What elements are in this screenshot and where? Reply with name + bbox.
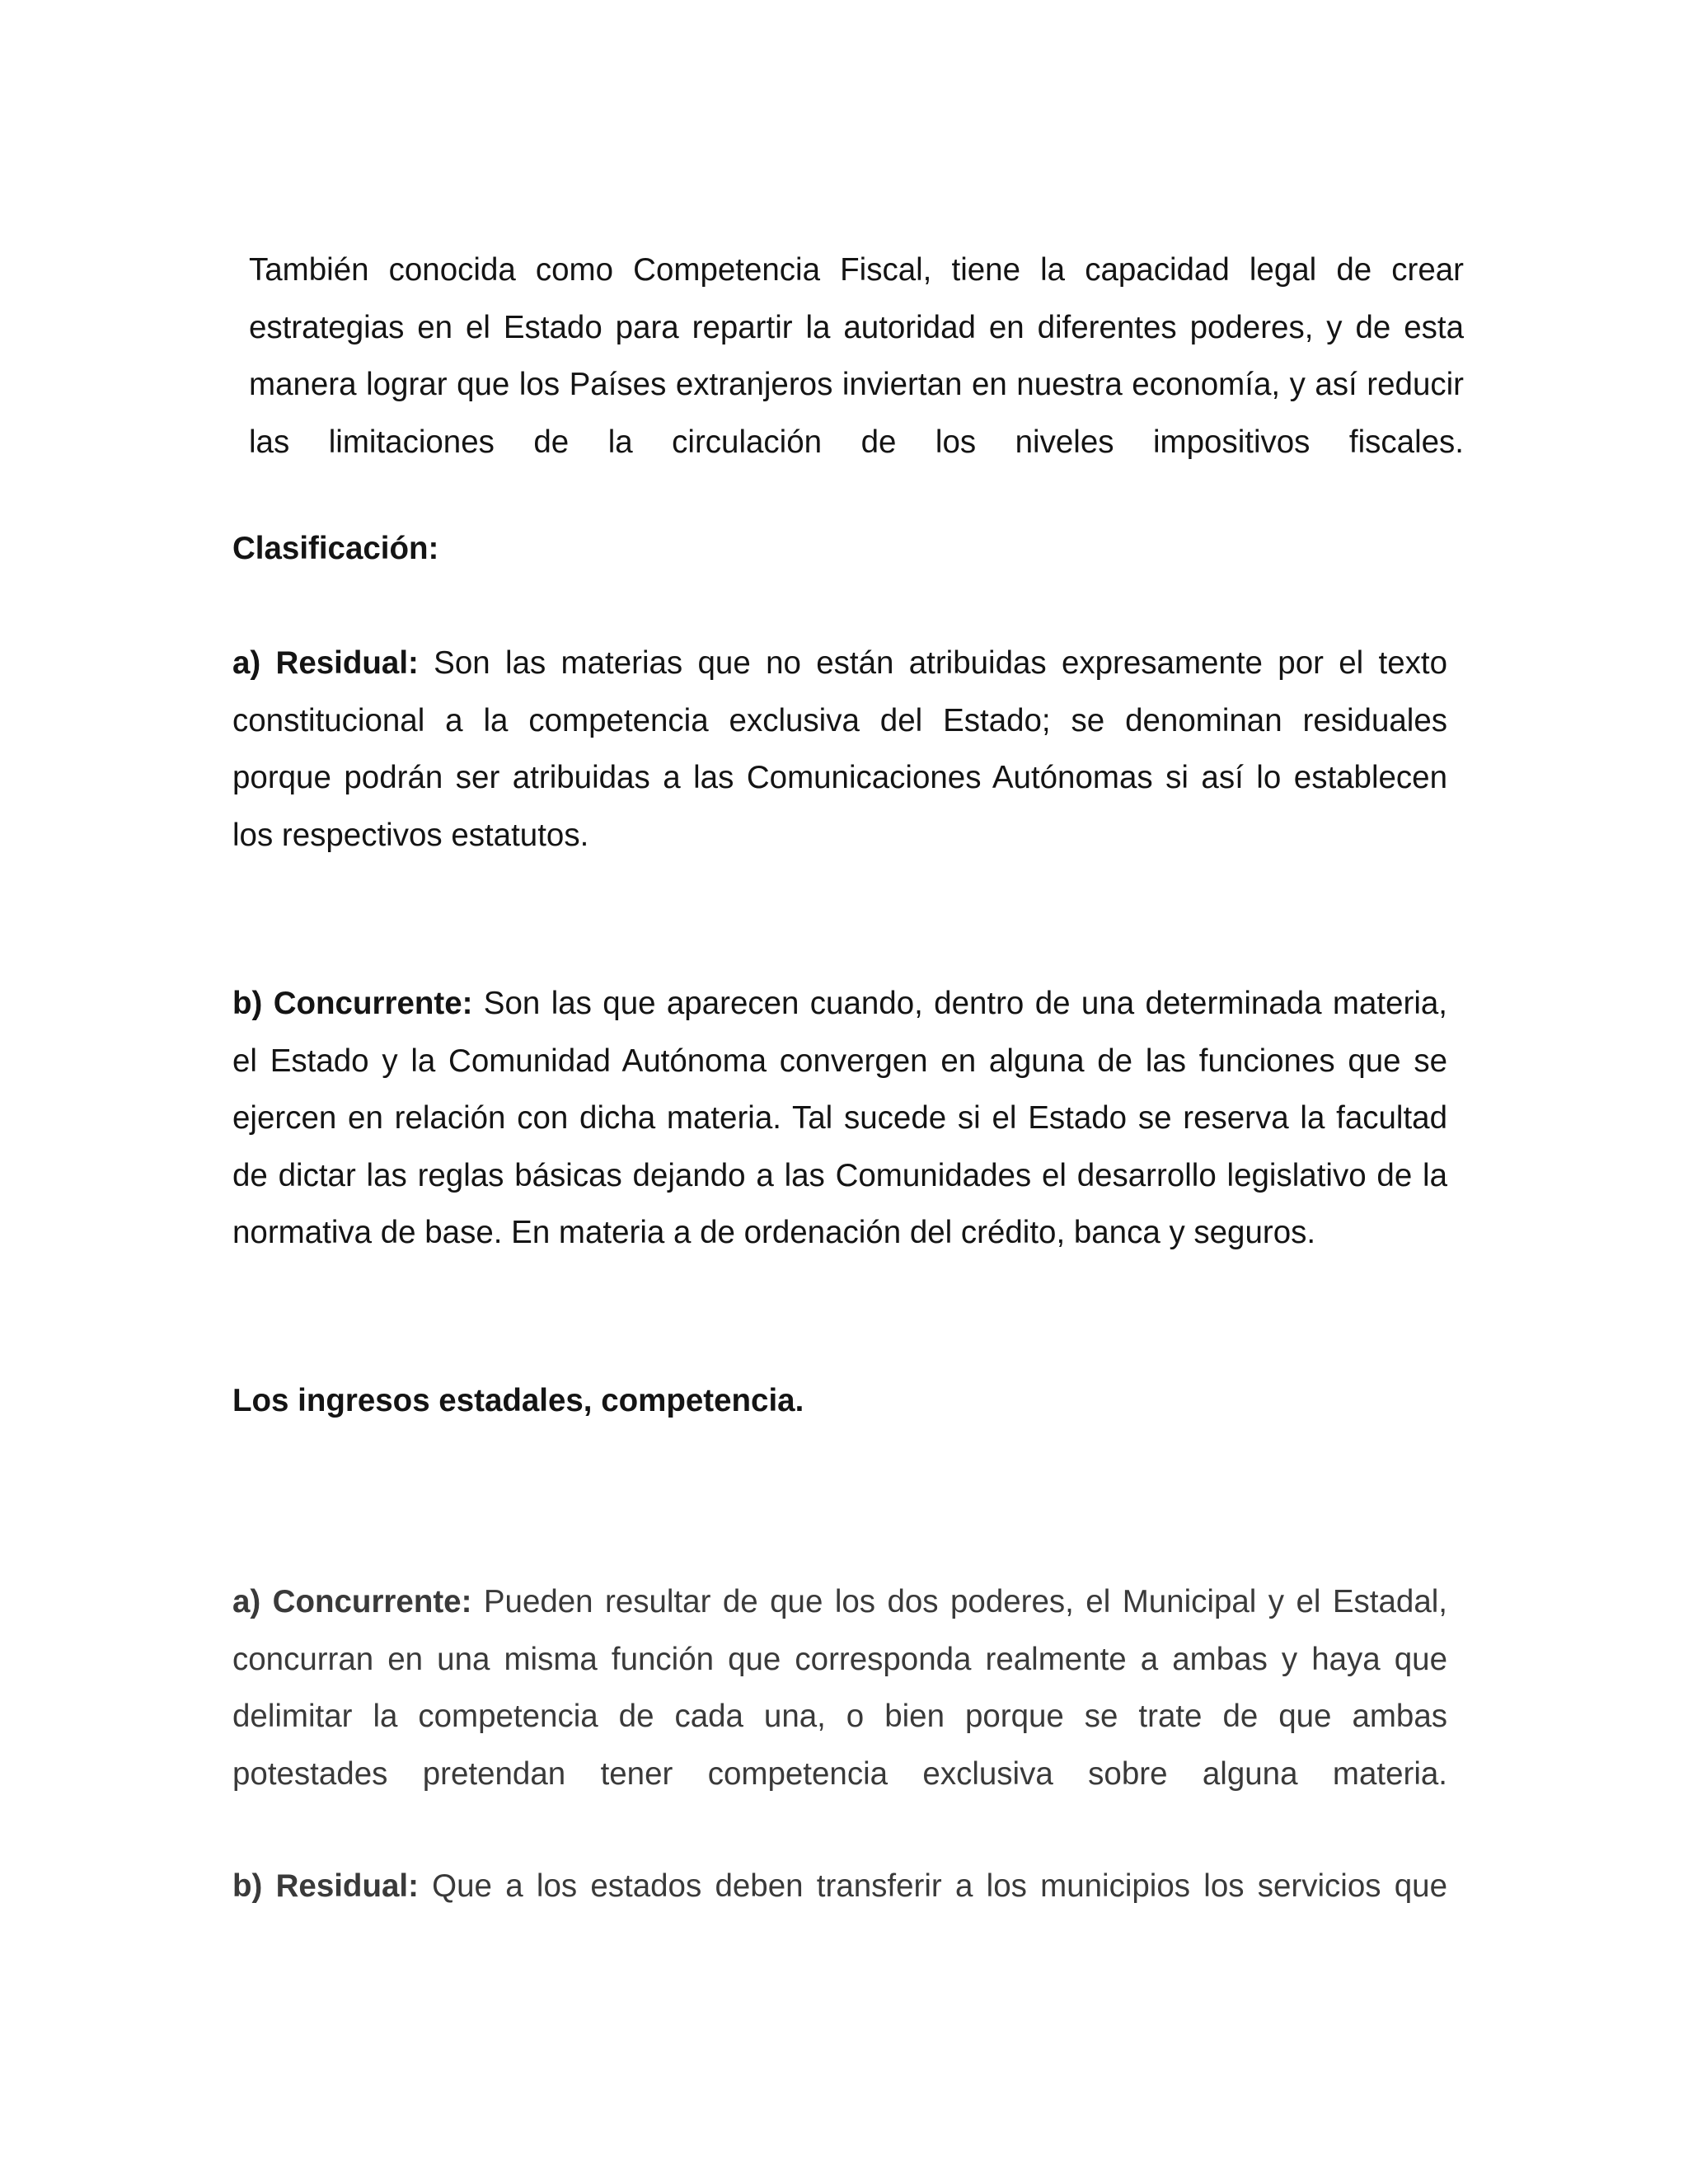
concurrente-paragraph — [232, 975, 1447, 1262]
ingresos-concurrente-label: a) Concurrente: — [232, 1584, 472, 1619]
intro-text: También conocida como Competencia Fiscal, tiene la capacidad legal de crear estrategias en el Estado para repartir la autoridad en diferentes poderes, y de esta manera lograr que los Países extranjeros inviertan en nuestra economía, y así reducir las limitaciones de la circulación de los niveles impositivos fiscales. — [249, 252, 1464, 460]
residual-text: Son las materias que no están atribuidas expresamente por el texto constitucional a la competencia exclusiva del Estado; se denominan residuales porque podrán ser atribuidas a las Comunicaciones Autónomas si así lo establecen los respectivos estatutos. — [232, 645, 1448, 853]
residual-label: a) Residual: — [232, 645, 419, 681]
intro-paragraph — [232, 241, 1464, 471]
ingresos-concurrente-paragraph — [232, 1573, 1447, 1802]
concurrente-label: b) Concurrente: — [232, 986, 473, 1021]
ingresos-residual-label: b) Residual: — [232, 1868, 419, 1904]
residual-paragraph — [232, 635, 1447, 864]
ingresos-concurrente-text: Pueden resultar de que los dos poderes, el Municipal y el Estadal, concurran en una misma función que corresponda realmente a ambas y haya que delimitar la competencia de cada una, o bien porque se trate de que ambas potestades pretendan tener competencia exclusiva sobre alguna materia. — [232, 1584, 1447, 1792]
heading-clasificacion: Clasificación: — [232, 531, 439, 566]
concurrente-text: Son las que aparecen cuando, dentro de una determinada materia, el Estado y la Comunidad Autónoma convergen en alguna de las funciones que se ejercen en relación con dicha materia. Tal sucede si el Estado se reserva la facultad de dictar las reglas básicas dejando a las Comunidades el desarrollo legislativo de la normativa de base. En materia a de ordenación del crédito, banca y seguros. — [232, 986, 1448, 1250]
ingresos-residual-text: Que a los estados deben transferir a los municipios los servicios que — [418, 1868, 1448, 1904]
heading-ingresos: Los ingresos estadales, competencia. — [232, 1383, 804, 1418]
ingresos-residual-paragraph — [232, 1858, 1447, 1915]
